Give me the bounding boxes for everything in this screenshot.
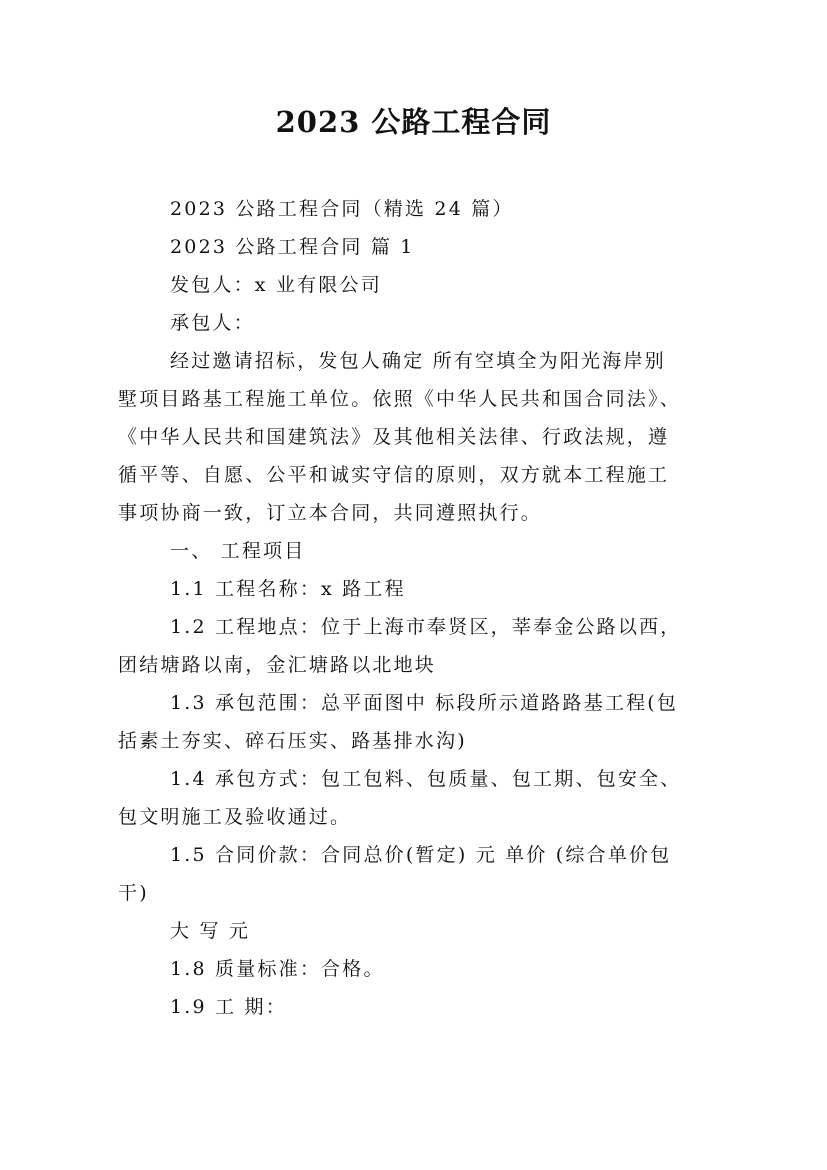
paragraph-line: 事项协商一致，订立本合同，共同遵照执行。	[118, 502, 543, 524]
employer-line: 发包人：x 业有限公司	[170, 274, 382, 296]
paragraph-line: 墅项目路基工程施工单位。依照《中华人民共和国合同法》、	[118, 388, 681, 410]
clause-line: 1.3 承包范围：总平面图中 标段所示道路路基工程(包	[170, 692, 679, 714]
document-body	[118, 190, 718, 1026]
clause-line: 1.5 合同价款：合同总价(暂定) 元 单价 (综合单价包	[170, 844, 672, 866]
clause-line: 干)	[118, 882, 149, 904]
clause-heading: 一、 工程项目	[170, 540, 306, 562]
contractor-line: 承包人：	[170, 312, 255, 334]
clause-line: 括素土夯实、碎石压实、路基排水沟)	[118, 730, 467, 752]
paragraph-line: 经过邀请招标，发包人确定 所有空填全为阳光海岸别	[170, 350, 666, 372]
clause-line: 1.1 工程名称：x 路工程	[170, 578, 406, 600]
clause-line: 包文明施工及验收通过。	[118, 806, 352, 828]
section-heading: 2023 公路工程合同 篇 1	[170, 236, 415, 258]
clause-line: 1.9 工 期：	[170, 996, 287, 1018]
subtitle-line: 2023 公路工程合同（精选 24 篇）	[170, 198, 514, 220]
clause-line: 1.2 工程地点：位于上海市奉贤区，莘奉金公路以西，	[170, 616, 682, 638]
amount-in-words-line: 大 写 元	[170, 920, 251, 942]
paragraph-line: 《中华人民共和国建筑法》及其他相关法律、行政法规，遵	[118, 426, 670, 448]
document-title: 2023 公路工程合同	[275, 105, 552, 139]
clause-line: 1.4 承包方式：包工包料、包质量、包工期、包安全、	[170, 768, 682, 790]
clause-line: 团结塘路以南，金汇塘路以北地块	[118, 654, 437, 676]
clause-line: 1.8 质量标准：合格。	[170, 958, 385, 980]
paragraph-line: 循平等、自愿、公平和诚实守信的原则，双方就本工程施工	[118, 464, 670, 486]
